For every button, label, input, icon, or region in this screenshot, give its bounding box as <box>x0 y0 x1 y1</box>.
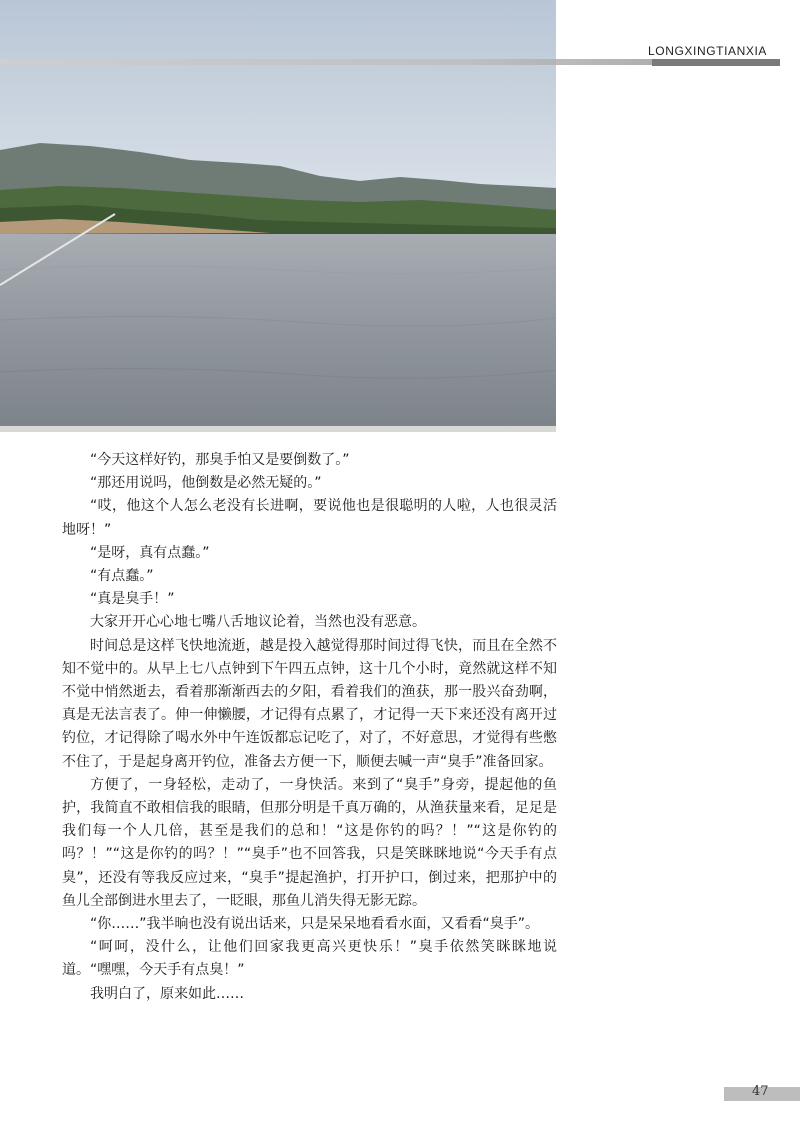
paragraph: 方便了，一身轻松，走动了，一身快活。来到了“臭手”身旁，提起他的鱼护，我简直不敢相信我的眼睛，但那分明是千真万确的，从渔获量来看，足足是我们每一个人几倍，甚至是我们的总和！“这是你钓的吗？！”“这是你钓的吗？！”“这是你钓的吗？！”“臭手”也不回答我，只是笑眯眯地说“今天手有点臭”，还没有等我反应过来，“臭手”提起渔护，打开护口，倒过来，把那护中的鱼儿全部倒进水里去了，一眨眼，那鱼儿消失得无影无踪。 <box>62 776 557 909</box>
paragraph: “今天这样好钓，那臭手怕又是要倒数了。” <box>90 452 350 468</box>
header-rule-accent <box>652 59 780 66</box>
page-number: 47 <box>752 1084 769 1099</box>
paragraph: “那还用说吗，他倒数是必然无疑的。” <box>90 475 322 492</box>
paragraph: “哎，他这个人怎么老没有长进啊，要说他也是很聪明的人啦，人也很灵活地呀！” <box>62 498 557 538</box>
paragraph: “有点蠢。” <box>90 568 154 585</box>
paragraph: “你……”我半晌也没有说出话来，只是呆呆地看看水面，又看看“臭手”。 <box>90 916 540 933</box>
paragraph: 时间总是这样飞快地流逝，越是投入越觉得那时间过得飞快，而且在全然不知不觉中的。从早上七八点钟到下午四五点钟，这十几个小时，竟然就这样不知不觉中悄然逝去，看着那渐渐西去的夕阳，看着我们的渔获，那一股兴奋劲啊，真是无法言表了。伸一伸懒腰，才记得有点累了，才记得一天下来还没有离开过钓位，才记得除了喝水外中午连饭都忘记吃了，对了，不好意思，才觉得有些憋不住了，于是起身离开钓位，准备去方便一下，顺便去喊一声“臭手”准备回家。 <box>62 637 557 770</box>
paragraph: “呵呵，没什么，让他们回家我更高兴更快乐！”臭手依然笑眯眯地说道。“嘿嘿，今天手有点臭！” <box>62 939 557 979</box>
paragraph: “真是臭手！” <box>90 591 175 608</box>
paragraph: 大家开开心心地七嘴八舌地议论着，当然也没有恶意。 <box>90 614 426 631</box>
paragraph: “是呀，真有点蠢。” <box>90 544 210 561</box>
article-body <box>62 449 557 1006</box>
masthead: LONGXINGTIANXIA <box>648 44 768 58</box>
paragraph: 我明白了，原来如此…… <box>90 985 244 1002</box>
